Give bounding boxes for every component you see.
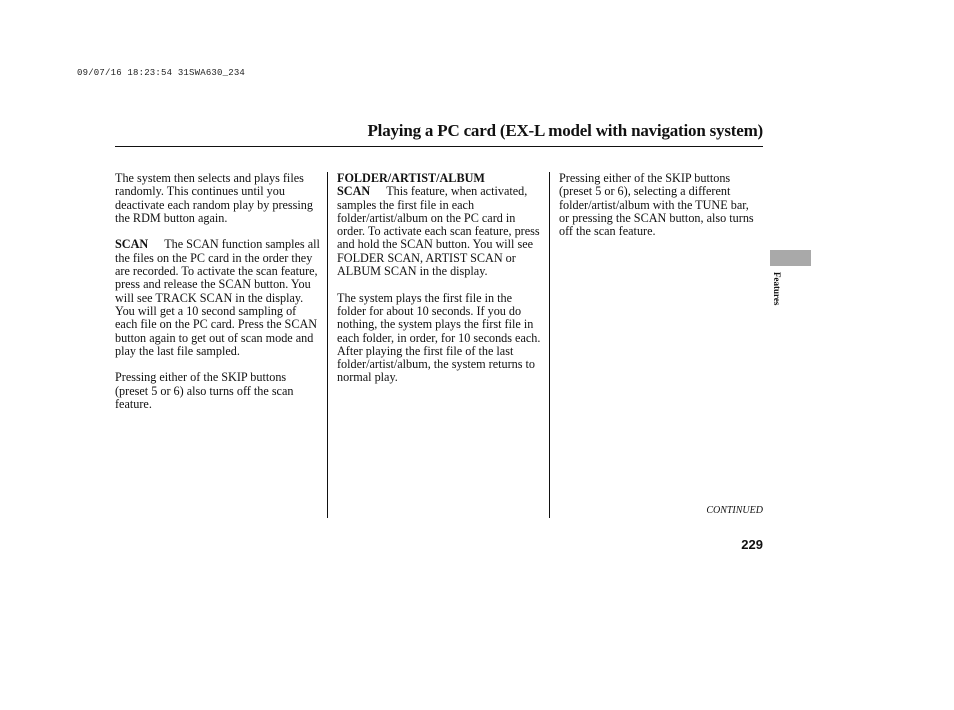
section-label: Features [772, 272, 782, 306]
paragraph-skip-tune: Pressing either of the SKIP buttons (preset 5 or 6), selecting a different folder/artist/album with the TUNE bar, or pressing the SCAN button, also turns off the scan feature. [559, 171, 754, 239]
paragraph-scan [115, 238, 320, 358]
continued-label: CONTINUED [706, 505, 763, 516]
paragraph-skip: Pressing either of the SKIP buttons (preset 5 or 6) also turns off the scan feature. [115, 370, 294, 412]
section-tab [770, 250, 811, 266]
page-number: 229 [741, 537, 763, 552]
paragraph-folder-scan [337, 172, 543, 278]
paragraph-random: The system then selects and plays files randomly. This continues until you deactivate each random play by pressing the RDM button again. [115, 171, 313, 225]
print-stamp: 09/07/16 18:23:54 31SWA630_234 [77, 68, 246, 78]
paragraph-folder-playback: The system plays the first file in the folder for about 10 seconds. If you do nothing, the system plays the first file in each folder, in order, for 10 seconds each. After playing the first file of the last folder/artist/album, the system returns to normal play. [337, 290, 541, 385]
page-title: Playing a PC card (EX-L model with navigation system) [367, 121, 763, 140]
column-divider-2 [549, 172, 550, 518]
term-folder-artist-album-scan: FOLDER/ARTIST/ALBUM SCAN [337, 171, 485, 199]
column-1 [115, 172, 320, 425]
term-scan: SCAN [115, 237, 149, 252]
column-divider-1 [327, 172, 328, 518]
column-2 [337, 172, 543, 398]
paragraph-scan-text: The SCAN function samples all the files on the PC card in the order they are recorded. To activate the scan feature, press and release the SCAN button. You will see TRACK SCAN in the display. You will get a 10 second sampling of each file on the PC card. Press the SCAN button again to get out of scan mode and play the last file sampled. [115, 237, 320, 358]
column-3 [559, 172, 759, 252]
title-rule [115, 146, 763, 147]
paragraph-folder-scan-text: This feature, when activated, samples the first file in each folder/artist/album on the PC card in order. To activate each scan feature, press and hold the SCAN button. You will see FOLDER SCAN, ARTIST SCAN or ALBUM SCAN in the display. [337, 184, 540, 279]
